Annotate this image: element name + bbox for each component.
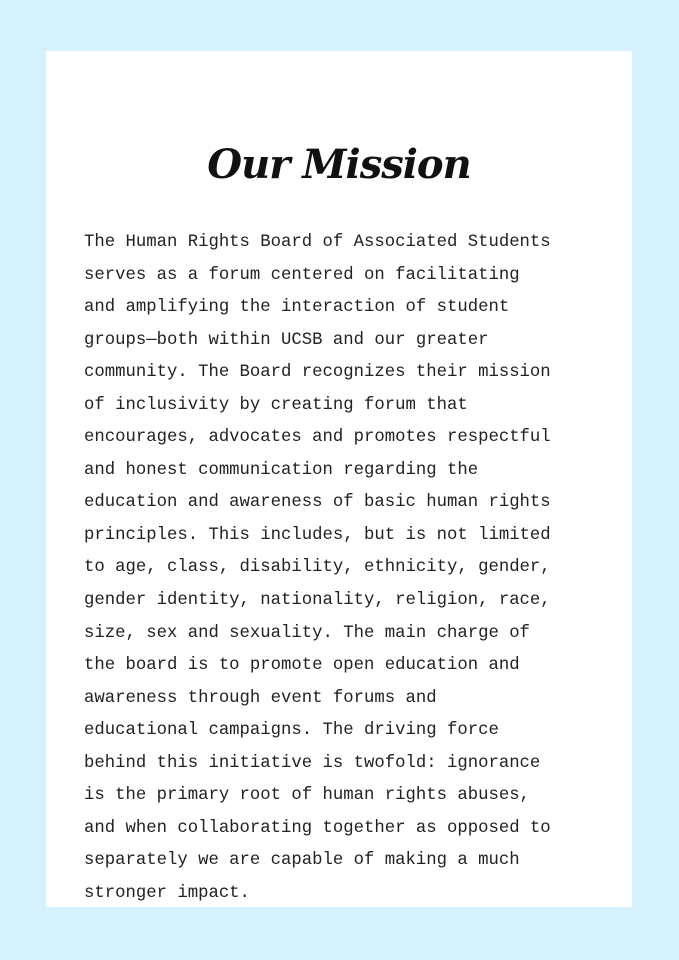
body-line: awareness through event forums and: [84, 688, 437, 708]
body-line: principles. This includes, but is not limited: [84, 525, 551, 545]
body-line: community. The Board recognizes their mission: [84, 363, 551, 383]
body-line: gender identity, nationality, religion, race,: [84, 591, 551, 611]
body-line: to age, class, disability, ethnicity, gender,: [84, 558, 551, 578]
body-line: groups—both within UCSB and our greater: [84, 330, 489, 350]
body-line: of inclusivity by creating forum that: [84, 395, 468, 415]
body-line: serves as a forum centered on facilitating: [84, 265, 520, 285]
body-line: and amplifying the interaction of student: [84, 298, 510, 318]
body-line: behind this initiative is twofold: ignorance: [84, 753, 541, 773]
body-line: stronger impact.: [84, 883, 250, 903]
body-line: the board is to promote open education and: [84, 656, 520, 676]
body-line: size, sex and sexuality. The main charge of: [84, 623, 530, 643]
body-line: and when collaborating together as opposed to: [84, 818, 551, 838]
body-line: encourages, advocates and promotes respectful: [84, 428, 551, 448]
body-line: is the primary root of human rights abuses,: [84, 786, 530, 806]
body-line: education and awareness of basic human rights: [84, 493, 551, 513]
body-line: and honest communication regarding the: [84, 460, 479, 480]
mission-card: [46, 51, 632, 907]
mission-statement: [84, 227, 594, 910]
body-line: educational campaigns. The driving force: [84, 721, 499, 741]
body-line: The Human Rights Board of Associated Students: [84, 233, 551, 252]
body-line: separately we are capable of making a much: [84, 851, 520, 871]
page-title: Our Mission: [207, 141, 471, 188]
